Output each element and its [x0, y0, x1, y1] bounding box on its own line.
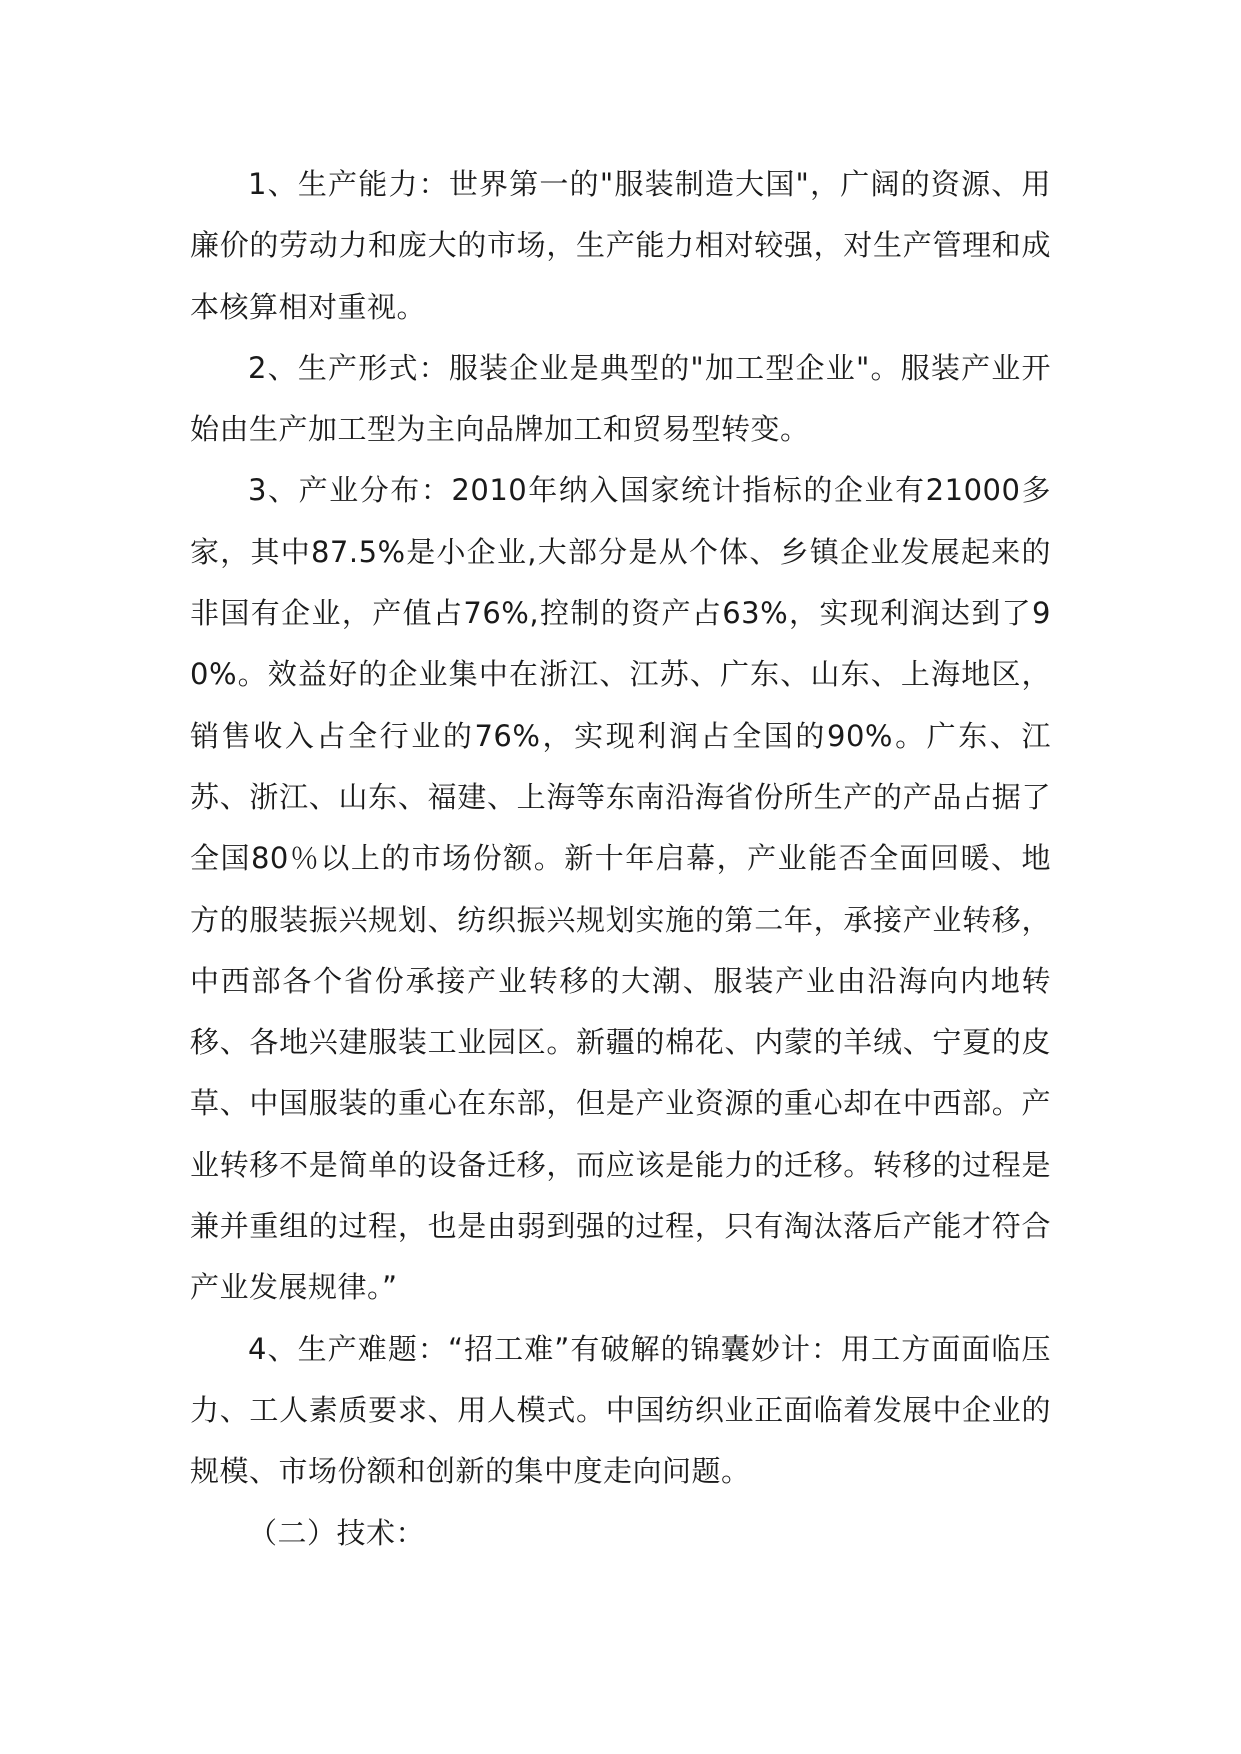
paragraph-industry-distribution: 3、产业分布：2010年纳入国家统计指标的企业有21000多家，其中87.5%是小企业,大部分是从个体、乡镇企业发展起来的非国有企业，产值占76%,控制的资产占63%，实现利润达到了90%。效益好的企业集中在浙江、江苏、广东、山东、上海地区，销售收入占全行业的76%，实现利润占全国的90%。广东、江苏、浙江、山东、福建、上海等东南沿海省份所生产的产品占据了全国80％以上的市场份额。新十年启幕，产业能否全面回暖、地方的服装振兴规划、纺织振兴规划实施的第二年，承接产业转移，中西部各个省份承接产业转移的大潮、服装产业由沿海向内地转移、各地兴建服装工业园区。新疆的棉花、内蒙的羊绒、宁夏的皮草、中国服装的重心在东部，但是产业资源的重心却在中西部。产业转移不是简单的设备迁移，而应该是能力的迁移。转移的过程是兼并重组的过程，也是由弱到强的过程，只有淘汰落后产能才符合产业发展规律。” [190, 473, 1051, 1305]
paragraph-production-problems: 4、生产难题：“招工难”有破解的锦囊妙计：用工方面面临压力、工人素质要求、用人模式。中国纺织业正面临着发展中企业的规模、市场份额和创新的集中度走向问题。 [190, 1331, 1051, 1489]
section-heading-technology: （二）技术： [248, 1515, 426, 1550]
paragraph-production-form: 2、生产形式：服装企业是典型的"加工型企业"。服装产业开始由生产加工型为主向品牌加工和贸易型转变。 [190, 350, 1051, 447]
paragraph-production-capacity: 1、生产能力：世界第一的"服装制造大国"，广阔的资源、用廉价的劳动力和庞大的市场，生产能力相对较强，对生产管理和成本核算相对重视。 [190, 167, 1051, 324]
